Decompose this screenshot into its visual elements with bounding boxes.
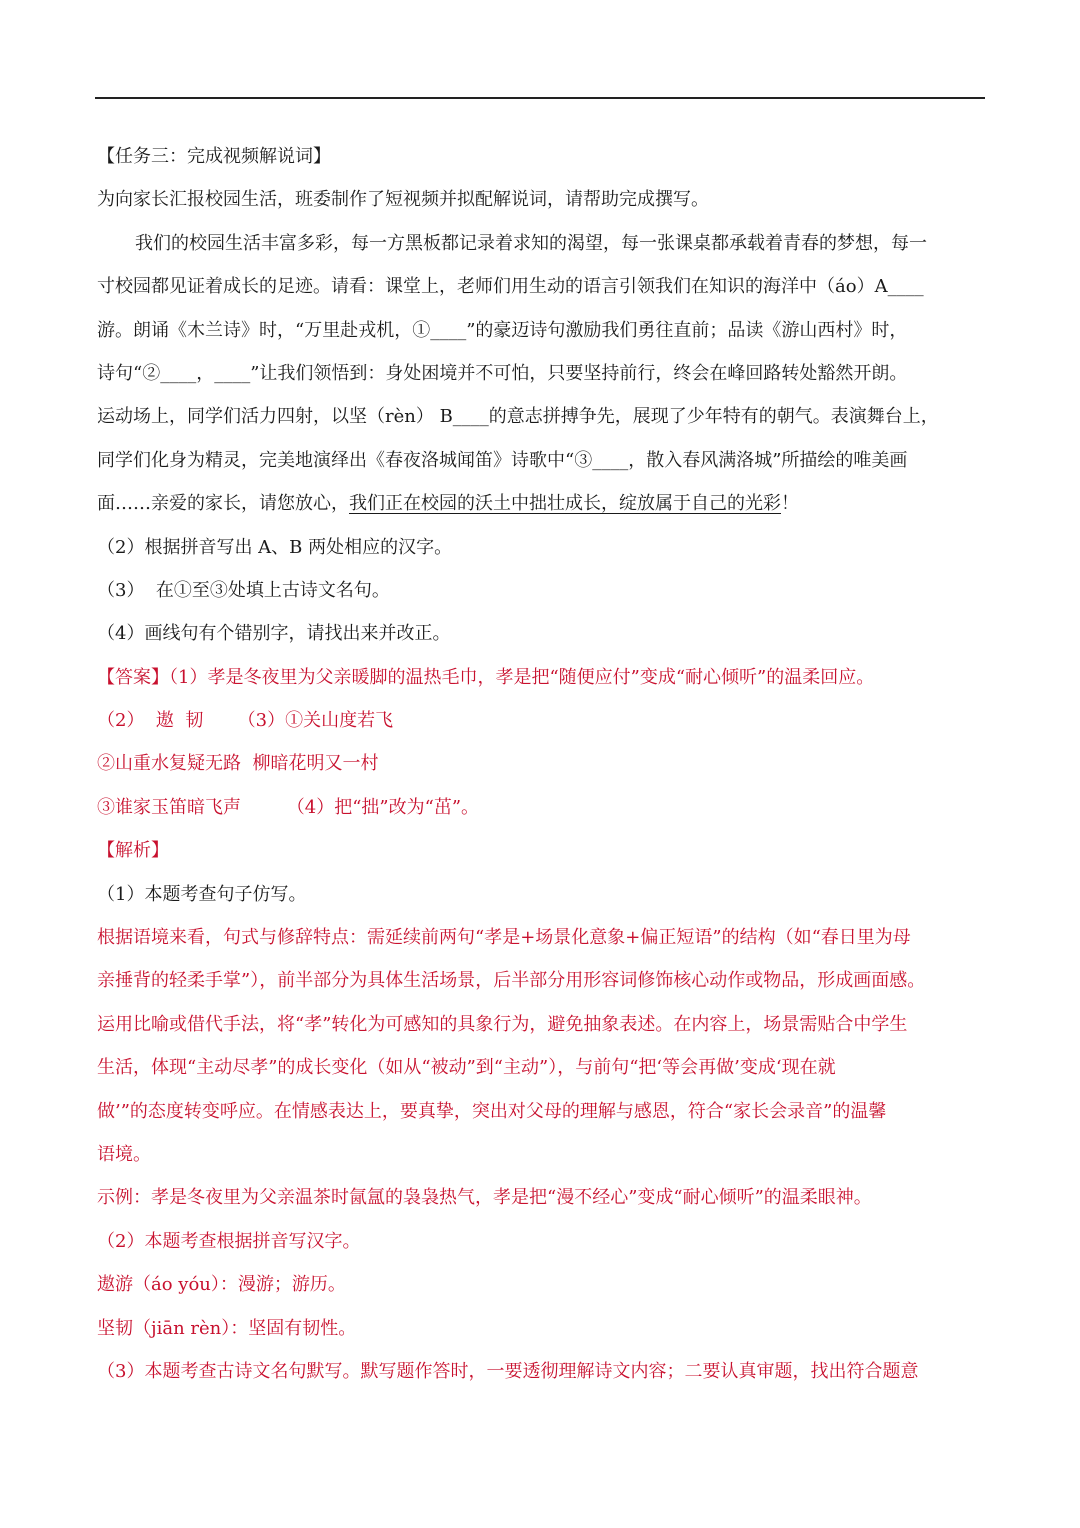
answer-line (97, 656, 977, 699)
question-4: （4）画线句有个错别字，请找出来并改正。 (97, 623, 451, 645)
passage-line: 同学们化身为精灵，完美地演绎出《春夜洛城闻笛》诗歌中“③____，散入春风满洛城”所描绘的唯美画 (97, 449, 908, 471)
passage-line: 我们的校园生活丰富多彩，每一方黑板都记录着求知的渴望，每一张课桌都承载着青春的梦想，每一 (135, 232, 927, 254)
answer-text: （1）孝是冬夜里为父亲暖脚的温热毛巾，孝是把“随便应付”变成“耐心倾听”的温柔回应。 (169, 666, 875, 688)
task-heading: 【任务三：完成视频解说词】 (97, 146, 331, 167)
analysis-line: 运用比喻或借代手法，将“孝”转化为可感知的具象行为，避免抽象表述。在内容上，场景需贴合中学生 (97, 1013, 908, 1035)
underlined-sentence: 我们正在校园的沃土中拙壮成长，绽放属于自己的光彩 (349, 493, 781, 515)
analysis-line: 坚韧（jiān rèn）：坚固有韧性。 (97, 1317, 357, 1339)
answer-line: ③谁家玉笛暗飞声 （4）把“拙”改为“茁”。 (97, 796, 480, 818)
analysis-example: 示例：孝是冬夜里为父亲温茶时氤氲的袅袅热气，孝是把“漫不经心”变成“耐心倾听”的温柔眼神。 (97, 1187, 872, 1209)
passage-line: 诗句“②____，____”让我们领悟到：身处困境并不可怕，只要坚持前行，终会在峰回路转处豁然开朗。 (97, 362, 908, 384)
passage-line (97, 482, 977, 525)
analysis-line: 做’”的态度转变呼应。在情感表达上，要真挚，突出对父母的理解与感恩，符合“家长会录音”的温馨 (97, 1100, 887, 1122)
task-intro: 为向家长汇报校园生活，班委制作了短视频并拟配解说词，请帮助完成撰写。 (97, 189, 709, 211)
passage-line: 寸校园都见证着成长的足迹。请看：课堂上，老师们用生动的语言引领我们在知识的海洋中（áo）A____ (97, 276, 924, 298)
answer-line: （2） 遨 韧 （3）①关山度若飞 (97, 710, 394, 732)
question-2: （2）根据拼音写出 A、B 两处相应的汉字。 (97, 536, 453, 558)
passage-text: ！ (781, 493, 799, 515)
passage-text: 面……亲爱的家长，请您放心， (97, 493, 349, 515)
analysis-line: 语境。 (97, 1143, 151, 1165)
analysis-subtitle: （1）本题考查句子仿写。 (97, 883, 307, 905)
answer-label: 【答案】 (97, 666, 169, 688)
document-body (97, 135, 977, 1393)
passage-line: 游。朗诵《木兰诗》时，“万里赴戎机，①____”的豪迈诗句激励我们勇往直前；品读《游山西村》时， (97, 319, 908, 341)
answer-line: ②山重水复疑无路 柳暗花明又一村 (97, 753, 379, 775)
passage-line: 运动场上，同学们活力四射，以坚（rèn） B____的意志拼搏争先，展现了少年特有的朝气。表演舞台上， (97, 406, 939, 428)
header-rule (95, 97, 985, 99)
analysis-label: 【解析】 (97, 840, 169, 862)
analysis-line: 生活，体现“主动尽孝”的成长变化（如从“被动”到“主动”），与前句“把‘等会再做’变成‘现在就 (97, 1057, 836, 1079)
analysis-subtitle: （2）本题考查根据拼音写汉字。 (97, 1230, 361, 1252)
question-3: （3） 在①至③处填上古诗文名句。 (97, 579, 390, 601)
analysis-line: 亲捶背的轻柔手掌”），前半部分为具体生活场景，后半部分用形容词修饰核心动作或物品，形成画面感。 (97, 970, 926, 992)
analysis-subtitle: （3）本题考查古诗文名句默写。默写题作答时，一要透彻理解诗文内容；二要认真审题，找出符合题意 (97, 1360, 919, 1382)
analysis-line: 根据语境来看，句式与修辞特点：需延续前两句“孝是+场景化意象+偏正短语”的结构（如“春日里为母 (97, 927, 911, 949)
analysis-line: 遨游（áo yóu）：漫游；游历。 (97, 1274, 346, 1296)
